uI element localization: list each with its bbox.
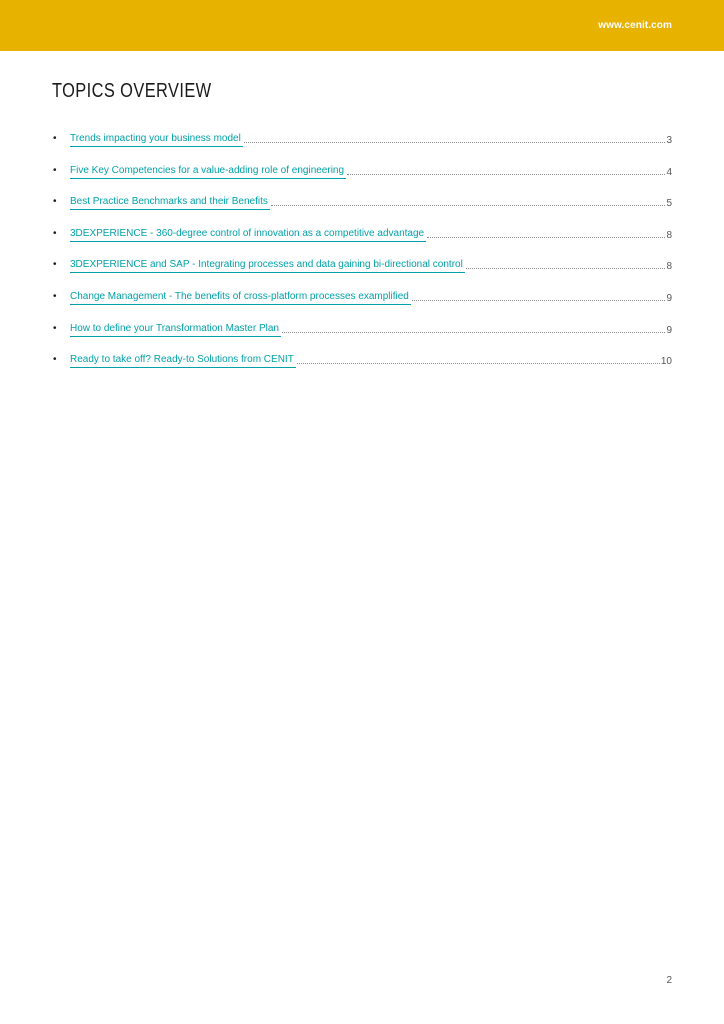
toc-page-number: 10 — [660, 356, 672, 368]
toc-page-number: 4 — [666, 166, 672, 178]
toc-page-number: 8 — [666, 229, 672, 241]
toc-page-number: 8 — [666, 261, 672, 273]
bullet-icon: • — [53, 354, 57, 366]
dot-leader — [427, 236, 665, 238]
page-header — [0, 0, 724, 51]
page-title: TOPICS OVERVIEW — [52, 80, 212, 102]
website-link[interactable]: www.cenit.com — [598, 20, 672, 31]
toc-page-number: 9 — [666, 324, 672, 336]
toc-link[interactable]: Five Key Competencies for a value-adding role of engineering — [70, 164, 346, 179]
toc-entry-3dexperience-sap — [52, 258, 672, 290]
dot-leader — [282, 331, 665, 333]
toc-entry-3dexperience-innovation — [52, 227, 672, 259]
toc-entry-ready-to-take-off — [52, 353, 672, 385]
toc-link[interactable]: 3DEXPERIENCE and SAP - Integrating processes and data gaining bi-directional control — [70, 258, 465, 273]
bullet-icon: • — [53, 259, 57, 271]
toc-link[interactable]: Best Practice Benchmarks and their Benefits — [70, 195, 270, 210]
dot-leader — [347, 173, 665, 175]
footer-page-number: 2 — [666, 975, 672, 986]
dot-leader — [244, 141, 666, 143]
bullet-icon: • — [53, 290, 57, 302]
toc-link[interactable]: 3DEXPERIENCE - 360-degree control of innovation as a competitive advantage — [70, 227, 426, 242]
toc-link[interactable]: Change Management - The benefits of cross-platform processes examplified — [70, 290, 411, 305]
dot-leader — [297, 362, 660, 364]
dot-leader — [466, 267, 666, 269]
dot-leader — [271, 204, 666, 206]
bullet-icon: • — [53, 227, 57, 239]
toc-page-number: 3 — [666, 135, 672, 146]
bullet-icon: • — [53, 133, 57, 144]
toc-entry-benchmarks — [52, 195, 672, 227]
toc-entry-change-management — [52, 290, 672, 322]
dot-leader — [412, 299, 666, 301]
toc-link[interactable]: Trends impacting your business model — [70, 132, 243, 147]
bullet-icon: • — [53, 322, 57, 334]
toc-link[interactable]: Ready to take off? Ready-to Solutions from CENIT — [70, 353, 296, 368]
toc-entry-competencies — [52, 164, 672, 196]
toc-entry-trends — [52, 132, 672, 164]
bullet-icon: • — [53, 164, 57, 176]
table-of-contents — [52, 132, 672, 385]
bullet-icon: • — [53, 196, 57, 208]
toc-page-number: 5 — [666, 198, 672, 210]
toc-page-number: 9 — [666, 292, 672, 304]
toc-entry-master-plan — [52, 322, 672, 354]
toc-link[interactable]: How to define your Transformation Master Plan — [70, 322, 281, 337]
